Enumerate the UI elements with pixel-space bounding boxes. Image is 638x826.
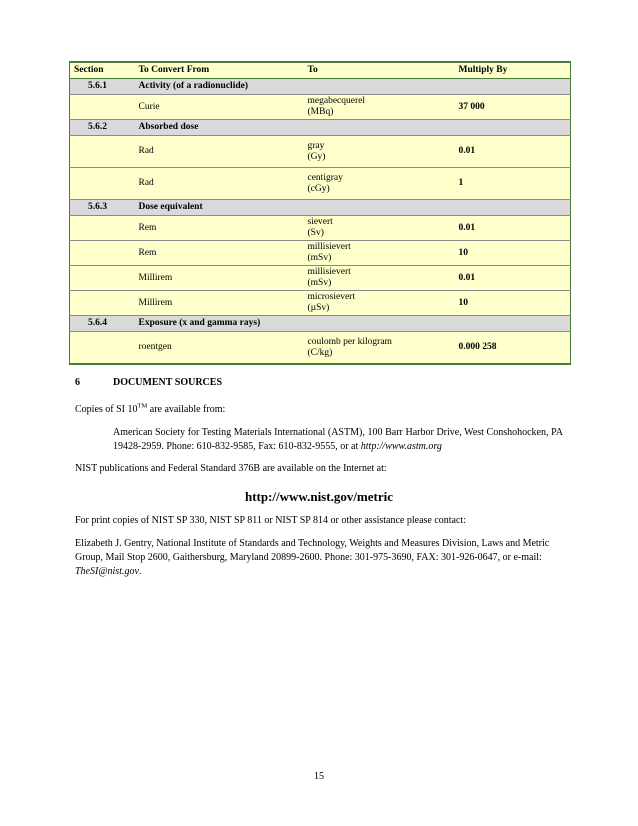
section-row-activity xyxy=(70,79,571,95)
trademark-sup: TM xyxy=(137,402,148,410)
multiplier: 1 xyxy=(455,168,571,200)
section-title: Exposure (x and gamma rays) xyxy=(135,316,571,332)
header-to: To xyxy=(304,62,455,79)
section-title: Absorbed dose xyxy=(135,120,571,136)
from-unit: roentgen xyxy=(135,332,304,365)
page-number: 15 xyxy=(314,771,324,782)
section-number: 5.6.2 xyxy=(70,120,135,136)
section-heading-number: 6 xyxy=(75,377,80,388)
to-unit: microsievert (µSv) xyxy=(304,291,455,316)
section-title: Dose equivalent xyxy=(135,200,571,216)
from-unit: Rad xyxy=(135,168,304,200)
table-row xyxy=(70,266,571,291)
table-row xyxy=(70,168,571,200)
nist-metric-link[interactable]: http://www.nist.gov/metric xyxy=(244,489,394,504)
section-row-dose-equivalent xyxy=(70,200,571,216)
email-link[interactable]: TheSI@nist.gov xyxy=(75,566,139,577)
table-row xyxy=(70,95,571,120)
copies-paragraph: Copies of SI 10™ are available from: xyxy=(75,402,226,415)
header-multiply: Multiply By xyxy=(455,62,571,79)
table-header-row xyxy=(70,62,571,79)
table-row xyxy=(70,291,571,316)
to-unit: sievert (Sv) xyxy=(304,216,455,241)
from-unit: Rem xyxy=(135,241,304,266)
header-from: To Convert From xyxy=(135,62,304,79)
multiplier: 0.01 xyxy=(455,266,571,291)
section-number: 5.6.1 xyxy=(70,79,135,95)
from-unit: Curie xyxy=(135,95,304,120)
multiplier: 0.01 xyxy=(455,136,571,168)
header-section: Section xyxy=(70,62,135,79)
from-unit: Rem xyxy=(135,216,304,241)
conversion-table xyxy=(69,61,571,365)
from-unit: Millirem xyxy=(135,291,304,316)
section-row-absorbed-dose xyxy=(70,120,571,136)
multiplier: 10 xyxy=(455,241,571,266)
to-unit: centigray (cGy) xyxy=(304,168,455,200)
to-unit: millisievert (mSv) xyxy=(304,266,455,291)
astm-address: American Society for Testing Materials International (ASTM), 100 Barr Harbor Drive, West Conshohocken, PA 19428-2959. Phone: 610-832-9585, Fax: 610-832-9555, or at http://www.astm.org xyxy=(113,427,563,452)
to-unit: millisievert (mSv) xyxy=(304,241,455,266)
multiplier: 10 xyxy=(455,291,571,316)
nist-publications-paragraph: NIST publications and Federal Standard 376B are available on the Internet at: xyxy=(75,463,387,474)
table-row xyxy=(70,332,571,365)
section-number: 5.6.4 xyxy=(70,316,135,332)
to-unit: gray (Gy) xyxy=(304,136,455,168)
table-row xyxy=(70,136,571,168)
table-row xyxy=(70,216,571,241)
astm-link[interactable]: http://www.astm.org xyxy=(360,441,442,452)
multiplier: 0.000 258 xyxy=(455,332,571,365)
section-row-exposure xyxy=(70,316,571,332)
print-copies-paragraph: For print copies of NIST SP 330, NIST SP 811 or NIST SP 814 or other assistance please contact: xyxy=(75,515,466,526)
from-unit: Millirem xyxy=(135,266,304,291)
contact-paragraph: Elizabeth J. Gentry, National Institute of Standards and Technology, Weights and Measures Division, Laws and Metric Group, Mail Stop 2600, Gaithersburg, Maryland 20899-2600. Phone: 301-975-3690, FAX: 301-926-0647, or e-mail: TheSI@nist.gov. xyxy=(75,538,550,577)
section-title: Activity (of a radionuclide) xyxy=(135,79,571,95)
section-heading-title: DOCUMENT SOURCES xyxy=(113,377,222,388)
to-unit: megabecquerel (MBq) xyxy=(304,95,455,120)
to-unit: coulomb per kilogram (C/kg) xyxy=(304,332,455,365)
from-unit: Rad xyxy=(135,136,304,168)
multiplier: 0.01 xyxy=(455,216,571,241)
section-number: 5.6.3 xyxy=(70,200,135,216)
table-row xyxy=(70,241,571,266)
multiplier: 37 000 xyxy=(455,95,571,120)
